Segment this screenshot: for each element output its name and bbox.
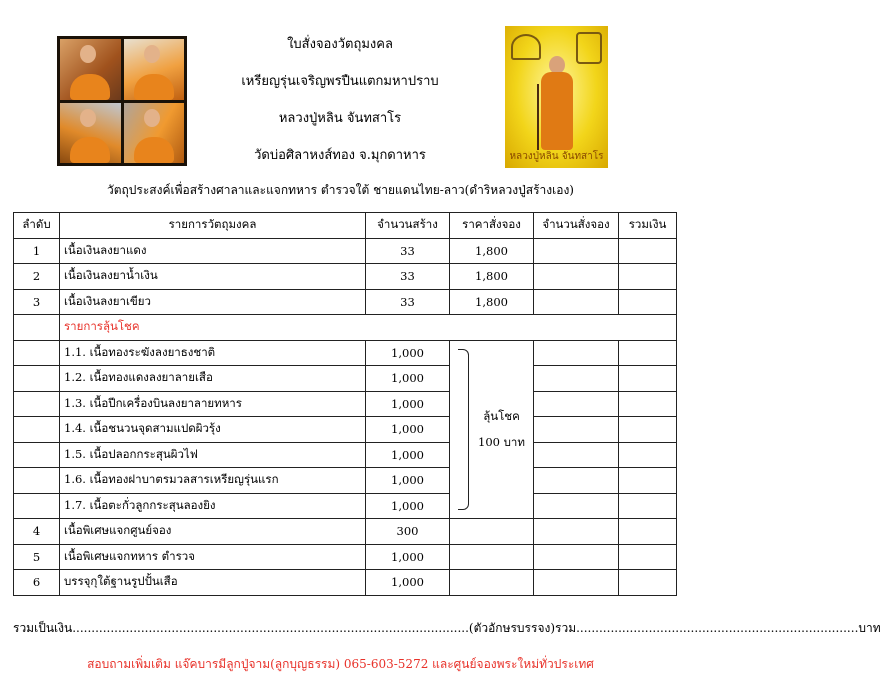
monk-photo-1 [60, 39, 121, 100]
monk-photo-3 [60, 103, 121, 164]
total-cell[interactable] [619, 391, 677, 417]
crest-icon [576, 32, 602, 64]
col-header-price: ราคาสั่งจอง [450, 213, 534, 239]
lottery-heading: รายการลุ้นโชค [60, 315, 677, 341]
lottery-heading-row [14, 315, 677, 341]
total-words-label: (ตัวอักษรบรรจง)รวม [468, 621, 577, 635]
emblem-icon [511, 34, 541, 60]
total-cell[interactable] [619, 417, 677, 443]
total-cell[interactable] [619, 366, 677, 392]
monk-photo-collage [57, 36, 187, 166]
table-row: 1.3. เนื้อปีกเครื่องบินลงยาลายทหาร 1,000 [14, 391, 677, 417]
col-header-qty: จำนวนสร้าง [366, 213, 450, 239]
total-cell[interactable] [619, 570, 677, 596]
table-row: 4 เนื้อพิเศษแจกศูนย์จอง 300 [14, 519, 677, 545]
table-row: 3 เนื้อเงินลงยาเขียว 33 1,800 [14, 289, 677, 315]
col-header-total: รวมเงิน [619, 213, 677, 239]
order-qty-cell[interactable] [534, 544, 619, 570]
lottery-price-value: 100 บาท [478, 435, 525, 450]
monk-name: หลวงปู่หลิน จันทสาโร [278, 111, 402, 126]
order-qty-cell[interactable] [534, 442, 619, 468]
order-qty-cell[interactable] [534, 238, 619, 264]
lottery-price-cell [450, 340, 534, 519]
table-row: 1.4. เนื้อชนวนจุดสามแปดผิวรุ้ง 1,000 [14, 417, 677, 443]
table-row: 1 เนื้อเงินลงยาแดง 33 1,800 [14, 238, 677, 264]
order-qty-cell[interactable] [534, 289, 619, 315]
col-header-item: รายการวัตถุมงคล [60, 213, 366, 239]
monk-portrait [505, 26, 608, 168]
order-qty-cell[interactable] [534, 468, 619, 494]
total-cell[interactable] [619, 544, 677, 570]
table-header-row [14, 213, 677, 239]
table-row: 1.1. เนื้อทองระฆังลงยาธงชาติ 1,000 ลุ้นโชค 100 บาท [14, 340, 677, 366]
total-cell[interactable] [619, 264, 677, 290]
total-cell[interactable] [619, 238, 677, 264]
table-row: 1.2. เนื้อทองแดงลงยาลายเสือ 1,000 [14, 366, 677, 392]
order-qty-cell[interactable] [534, 519, 619, 545]
table-row: 6 บรรจุกุใต้ฐานรูปปั้นเสือ 1,000 [14, 570, 677, 596]
col-header-no: ลำดับ [14, 213, 60, 239]
col-header-order-qty: จำนวนสั่งจอง [534, 213, 619, 239]
order-qty-cell[interactable] [534, 391, 619, 417]
total-unit: บาท [858, 621, 881, 635]
total-dots-words: .......................................................................... [576, 621, 859, 635]
total-cell[interactable] [619, 340, 677, 366]
order-qty-cell[interactable] [534, 340, 619, 366]
total-cell[interactable] [619, 442, 677, 468]
coin-title: เหรียญรุ่นเจริญพรปืนแตกมหาปราบ [241, 74, 439, 89]
order-table [13, 212, 677, 596]
form-title: ใบสั่งจองวัตถุมงคล [287, 37, 393, 52]
monk-photo-2 [124, 39, 185, 100]
order-qty-cell[interactable] [534, 366, 619, 392]
total-cell[interactable] [619, 519, 677, 545]
brace-icon [458, 349, 469, 511]
table-row: 1.5. เนื้อปลอกกระสุนผิวไฟ 1,000 [14, 442, 677, 468]
table-row: 2 เนื้อเงินลงยาน้ำเงิน 33 1,800 [14, 264, 677, 290]
temple-name: วัดบ่อศิลาหงส์ทอง จ.มุกดาหาร [254, 148, 426, 163]
contact-info: สอบถามเพิ่มเติม แจ๊คบารมีลูกปู่จาม(ลูกบุญธรรม) 065-603-5272 และศูนย์จองพระใหม่ทั่วประเทศ [87, 657, 594, 671]
order-qty-cell[interactable] [534, 417, 619, 443]
table-row: 1.6. เนื้อทองฝาบาตรมวลสารเหรียญรุ่นแรก 1,000 [14, 468, 677, 494]
total-cell[interactable] [619, 493, 677, 519]
order-qty-cell[interactable] [534, 570, 619, 596]
purpose-text: วัตถุประสงค์เพื่อสร้างศาลาและแจกทหาร ตำรวจใต้ ชายแดนไทย-ลาว(ดำริหลวงปู่สร้างเอง) [106, 183, 574, 197]
total-dots-amount: ........................................................................................................ [72, 621, 469, 635]
total-cell[interactable] [619, 468, 677, 494]
total-label: รวมเป็นเงิน [13, 621, 73, 635]
table-row: 1.7. เนื้อตะกั่วลูกกระสุนลองยิง 1,000 [14, 493, 677, 519]
order-qty-cell[interactable] [534, 493, 619, 519]
portrait-caption: หลวงปู่หลิน จันทสาโร [509, 151, 604, 162]
order-qty-cell[interactable] [534, 264, 619, 290]
monk-photo-4 [124, 103, 185, 164]
grand-total-line[interactable] [13, 619, 881, 638]
total-cell[interactable] [619, 289, 677, 315]
lottery-price-label: ลุ้นโชค [483, 409, 520, 424]
table-row: 5 เนื้อพิเศษแจกทหาร ตำรวจ 1,000 [14, 544, 677, 570]
